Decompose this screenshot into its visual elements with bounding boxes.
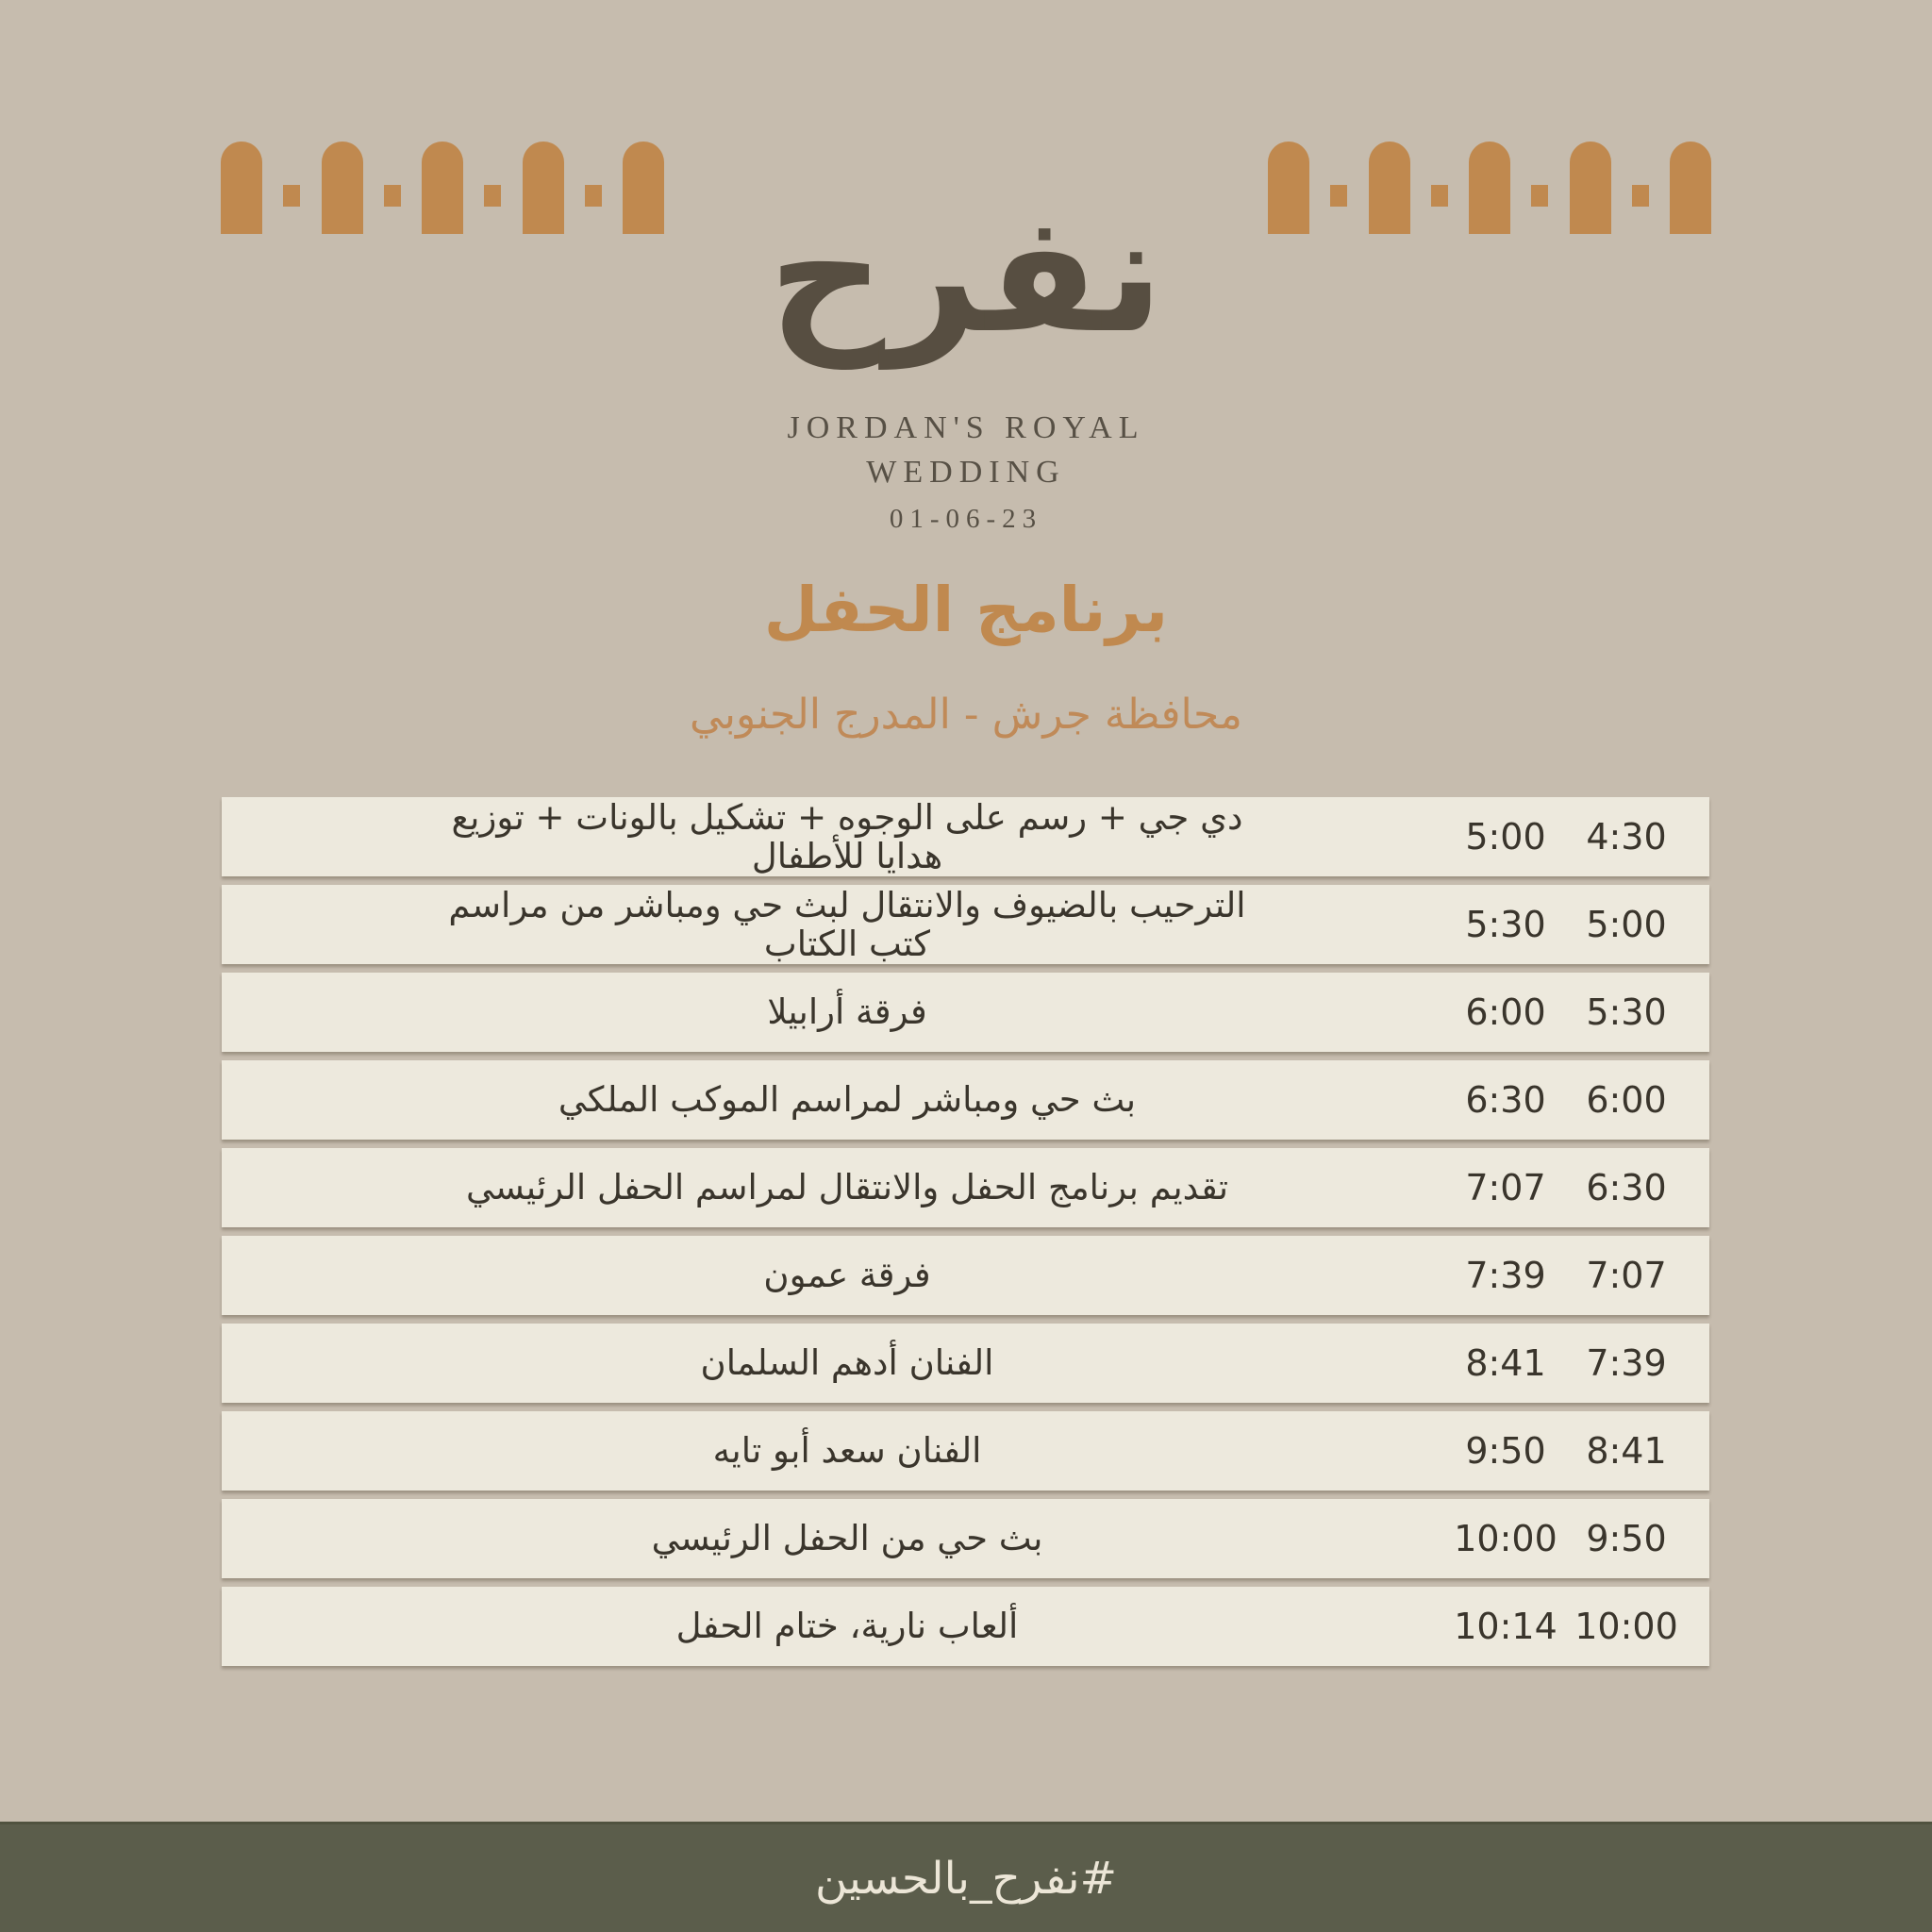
start-time: 7:07: [1586, 1255, 1667, 1296]
end-time: 9:50: [1465, 1430, 1546, 1472]
schedule-row: [222, 1060, 1709, 1140]
end-time: 5:00: [1465, 816, 1546, 858]
footer-bar: [0, 1822, 1932, 1932]
start-time: 5:30: [1586, 991, 1667, 1033]
event-description: فرقة عمون: [763, 1255, 931, 1296]
start-time: 6:00: [1586, 1079, 1667, 1121]
start-time: 8:41: [1586, 1430, 1667, 1472]
logo-calligraphy: نفرح: [768, 178, 1164, 369]
schedule-row: [222, 885, 1709, 964]
start-time: 6:30: [1586, 1167, 1667, 1208]
schedule-row: [222, 1148, 1709, 1227]
end-time: 7:07: [1465, 1167, 1546, 1208]
start-time: 9:50: [1586, 1518, 1667, 1559]
schedule-row: [222, 1587, 1709, 1666]
program-title: برنامج الحفل: [763, 574, 1169, 646]
event-description: تقديم برنامج الحفل والانتقال لمراسم الحفل الرئيسي: [465, 1167, 1229, 1208]
event-description: الفنان أدهم السلمان: [700, 1342, 994, 1384]
end-time: 6:00: [1465, 991, 1546, 1033]
start-time: 4:30: [1586, 816, 1667, 858]
brand-wordmark: [0, 406, 1932, 535]
program-location-subtitle: محافظة جرش - المدرج الجنوبي: [690, 691, 1242, 739]
brand-line-1: JORDAN'S ROYAL: [787, 410, 1145, 445]
start-time: 10:00: [1574, 1606, 1678, 1647]
end-time: 10:14: [1454, 1606, 1557, 1647]
end-time: 6:30: [1465, 1079, 1546, 1121]
event-description: الفنان سعد أبو تايه: [712, 1430, 982, 1472]
event-description: الترحيب بالضيوف والانتقال لبث حي ومباشر من مراسم كتب الكتاب: [448, 884, 1246, 964]
schedule-row: [222, 1499, 1709, 1578]
end-time: 10:00: [1454, 1518, 1557, 1559]
schedule-table: [222, 797, 1709, 1666]
event-description: ألعاب نارية، ختام الحفل: [675, 1606, 1019, 1647]
start-time: 7:39: [1586, 1342, 1667, 1384]
hashtag-text: #نفرح_بالحسين: [815, 1852, 1117, 1905]
event-description: بث حي من الحفل الرئيسي: [651, 1518, 1043, 1559]
end-time: 7:39: [1465, 1255, 1546, 1296]
schedule-row: [222, 1324, 1709, 1403]
schedule-row: [222, 973, 1709, 1052]
end-time: 8:41: [1465, 1342, 1546, 1384]
schedule-row: [222, 1411, 1709, 1491]
end-time: 5:30: [1465, 904, 1546, 945]
event-description: فرقة أرابيلا: [767, 991, 927, 1033]
schedule-row: [222, 797, 1709, 876]
start-time: 5:00: [1586, 904, 1667, 945]
event-description: بث حي ومباشر لمراسم الموكب الملكي: [558, 1079, 1137, 1121]
brand-line-2: WEDDING: [866, 455, 1066, 490]
wedding-date: 01-06-23: [889, 504, 1043, 534]
schedule-row: [222, 1236, 1709, 1315]
event-description: دي جي + رسم على الوجوه + تشكيل بالونات + توزيع هدايا للأطفال: [451, 796, 1243, 876]
